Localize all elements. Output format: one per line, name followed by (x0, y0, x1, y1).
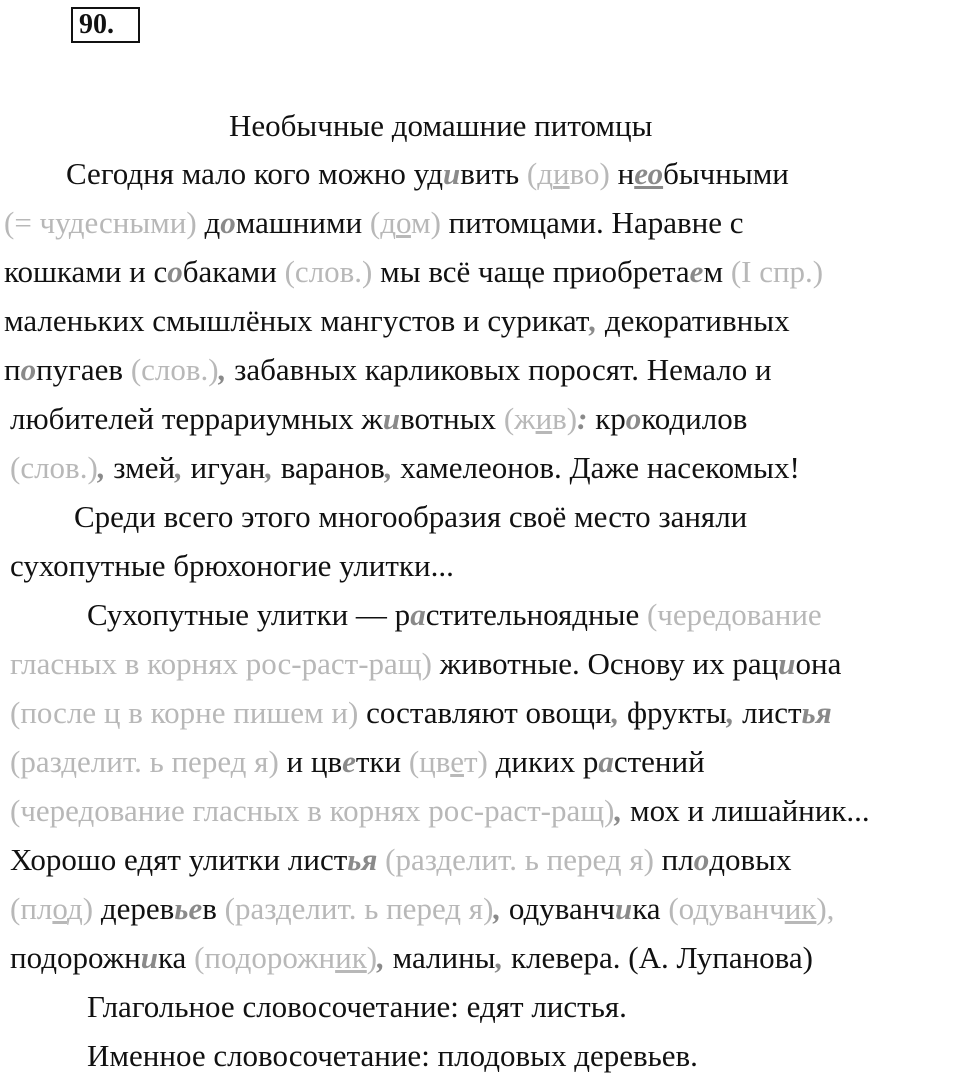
orthogram-mark: : (577, 401, 588, 436)
text-segment: подорожн (10, 940, 141, 975)
orthogram-mark: а (598, 744, 614, 779)
hint-note: ) (366, 940, 378, 975)
text-segment: баками (182, 254, 285, 289)
orthogram-mark: и (140, 940, 158, 975)
hint-note: во) (569, 156, 610, 191)
text-line (10, 448, 800, 488)
hint-note: (д (526, 156, 554, 191)
text-segment: кошками и с (4, 254, 168, 289)
text-segment: одуванч (501, 891, 615, 926)
text-segment: питомцами. Наравне с (440, 205, 744, 240)
text-segment: Сухопутные улитки — р (87, 597, 411, 632)
text-segment: м (703, 254, 731, 289)
text-line (10, 889, 834, 929)
orthogram-mark: и (443, 156, 461, 191)
text-segment: машними (235, 205, 370, 240)
hint-note: (подорожн (194, 940, 336, 975)
orthogram-mark: ья (347, 842, 378, 877)
orthogram-mark: , (218, 352, 227, 387)
orthogram-mark: и (382, 401, 401, 436)
hint-note: (после ц в корне пишем и) (10, 695, 359, 730)
text-segment: пл (653, 842, 694, 877)
text-segment: п (4, 352, 21, 387)
text-segment: игуан (182, 450, 266, 485)
text-segment: в (202, 891, 225, 926)
text-segment: д (204, 205, 221, 240)
text-segment: ка (157, 940, 195, 975)
orthogram-mark: , (377, 940, 385, 975)
hint-note: (I спр.) (730, 254, 824, 289)
orthogram-mark: ья (801, 695, 832, 730)
text-segment: она (795, 646, 842, 681)
hint-note: (цв (408, 744, 451, 779)
orthogram-mark: , (175, 450, 183, 485)
text-segment: вить (460, 156, 527, 191)
orthogram-mark: о (220, 205, 236, 240)
text-segment: хамелеонов. Даже насекомых! (392, 450, 800, 485)
text-line (10, 399, 747, 439)
orthogram-mark: , (265, 450, 274, 485)
text-line (87, 1036, 698, 1076)
orthogram-mark: , (589, 303, 598, 338)
text-segment: и цв (278, 744, 343, 779)
text-line (10, 840, 791, 880)
text-segment: клевера. (А. Лупанова) (503, 940, 813, 975)
text-segment: н (609, 156, 635, 191)
text-segment: змей (105, 450, 176, 485)
orthogram-mark: ье (174, 891, 203, 926)
text-segment: мы всё чаще приобрета (372, 254, 690, 289)
text-segment: кодилов (641, 401, 748, 436)
text-line (74, 497, 747, 537)
text-segment: Именное словосочетание: плодовых деревьев. (87, 1038, 698, 1073)
orthogram-mark: о (693, 842, 710, 877)
text-segment: мох и лишайник... (622, 793, 870, 828)
hint-note: (разделит. ь перед я) (385, 842, 654, 877)
hint-note: (= чудесными) (4, 205, 205, 240)
orthogram-mark: , (726, 695, 735, 730)
text-segment: малины (384, 940, 496, 975)
exercise-number: 90. (71, 7, 140, 43)
orthogram-mark: и (614, 891, 633, 926)
hint-note: (пл (10, 891, 53, 926)
hint-note: (разделит. ь перед я) (224, 891, 494, 926)
orthogram-mark: и (778, 646, 796, 681)
hint-note: (разделит. ь перед я) (10, 744, 279, 779)
text-segment: ка (632, 891, 669, 926)
text-segment: стений (613, 744, 705, 779)
text-segment: декоративных (597, 303, 790, 338)
text-title: Необычные домашние питомцы (229, 108, 653, 143)
orthogram-mark: , (614, 793, 623, 828)
text-line (87, 595, 822, 635)
hint-note: ик (335, 940, 367, 975)
text-segment: любителей террариумных ж (10, 401, 383, 436)
orthogram-mark: о (20, 352, 37, 387)
text-segment (377, 842, 385, 877)
hint-note: (слов.) (10, 450, 98, 485)
hint-note: и (553, 156, 570, 191)
text-segment: кр (587, 401, 626, 436)
text-segment: стительноядные (425, 597, 647, 632)
text-segment: тки (355, 744, 409, 779)
text-segment: лист (734, 695, 802, 730)
text-line (10, 938, 813, 978)
text-line (10, 644, 841, 684)
orthogram-mark: , (493, 891, 502, 926)
text-line (4, 203, 743, 243)
text-segment: забавных карликовых поросят. Немало и (226, 352, 772, 387)
hint-note: (чередование (646, 597, 822, 632)
hint-note: (слов.) (130, 352, 219, 387)
text-segment: Сегодня мало кого можно уд (66, 156, 443, 191)
hint-note: гласных в корнях рос-раст-ращ) (10, 646, 432, 681)
text-segment: Среди всего этого многообразия своё место заняли (74, 499, 748, 534)
text-segment: дерев (93, 891, 175, 926)
text-line (10, 791, 870, 831)
hint-note: (чередование гласных в корнях рос-раст-ращ) (10, 793, 615, 828)
text-segment: вотных (400, 401, 504, 436)
orthogram-mark: е (689, 254, 704, 289)
text-line (4, 301, 790, 341)
orthogram-mark: а (410, 597, 426, 632)
orthogram-mark: о (167, 254, 183, 289)
hint-note: (одуванч (668, 891, 785, 926)
hint-note: ик (784, 891, 817, 926)
text-segment: сухопутные брюхоногие улитки... (10, 548, 454, 583)
text-line (10, 546, 454, 586)
text-segment: бычными (663, 156, 789, 191)
text-segment: животные. Основу их рац (431, 646, 779, 681)
text-line (4, 350, 772, 390)
orthogram-mark: , (495, 940, 504, 975)
hint-note: м) (410, 205, 441, 240)
hint-note: о (52, 891, 67, 926)
text-segment: довых (709, 842, 792, 877)
text-line (10, 742, 705, 782)
text-segment: диких р (487, 744, 599, 779)
text-segment: составляют овощи (358, 695, 612, 730)
orthogram-mark: ео (634, 156, 664, 191)
text-segment: пугаев (36, 352, 131, 387)
text-segment: варанов (273, 450, 385, 485)
hint-note: о (396, 205, 411, 240)
hint-note: (ж (503, 401, 536, 436)
text-line (87, 987, 627, 1027)
hint-note: т) (463, 744, 488, 779)
hint-note: ), (816, 891, 835, 926)
orthogram-mark: е (342, 744, 356, 779)
text-segment: маленьких смышлёных мангустов и сурикат (4, 303, 590, 338)
text-line (4, 252, 823, 292)
orthogram-mark: , (384, 450, 393, 485)
hint-note: е (450, 744, 464, 779)
text-line (10, 693, 832, 733)
orthogram-mark: , (97, 450, 106, 485)
text-segment: Глагольное словосочетание: едят листья. (87, 989, 627, 1024)
text-segment: фрукты (619, 695, 727, 730)
orthogram-mark: о (625, 401, 642, 436)
text-segment: Хорошо едят улитки лист (10, 842, 348, 877)
hint-note: д) (67, 891, 94, 926)
orthogram-mark: , (611, 695, 620, 730)
text-line (66, 154, 789, 194)
hint-note: (д (369, 205, 397, 240)
hint-note: в) (552, 401, 578, 436)
hint-note: (слов.) (284, 254, 373, 289)
hint-note: и (535, 401, 553, 436)
